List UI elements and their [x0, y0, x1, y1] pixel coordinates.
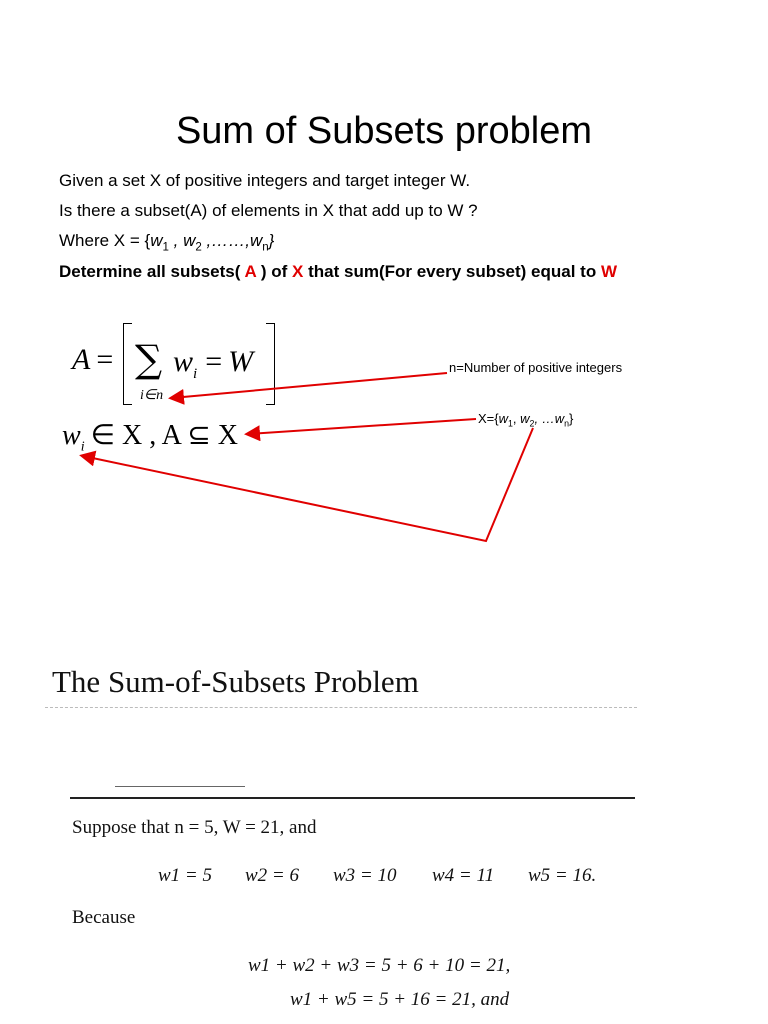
formula-w: W — [228, 345, 254, 378]
term-w: w — [173, 345, 194, 378]
member-rel: ∈ X , A ⊆ X — [90, 420, 239, 451]
line3-prefix: Where X = { — [59, 231, 151, 250]
sigma-symbol: ∑ — [135, 337, 163, 381]
weight-4: w4 = 11 — [432, 865, 495, 886]
line3-suffix: } — [268, 231, 275, 250]
line4-w: W — [600, 262, 617, 281]
scanned-suppose: Suppose that n = 5, W = 21, and — [72, 817, 317, 838]
scanned-dashed-rule — [45, 707, 637, 708]
line3-dots: ,……, — [201, 231, 250, 250]
problem-line-1: Given a set X of positive integers and target integer W. — [59, 171, 471, 190]
weight-5: w5 = 16. — [528, 865, 597, 886]
scanned-because: Because — [72, 907, 136, 928]
wn-var: w — [249, 231, 263, 250]
w1-var: w — [150, 231, 163, 250]
arrow-n-note — [172, 373, 447, 398]
w1-sub: 1 — [162, 241, 169, 254]
line3-sep: , — [168, 231, 184, 250]
w2-var: w — [183, 231, 196, 250]
xnote-prefix: X={ — [478, 411, 499, 426]
formula-eq: = — [96, 343, 114, 376]
sum-index: i∈n — [140, 388, 164, 403]
weight-1: w1 = 5 — [158, 865, 212, 886]
scanned-rule-short — [115, 786, 245, 787]
weight-3: w3 = 10 — [333, 865, 397, 886]
scanned-equation-2: w1 + w5 = 5 + 16 = 21, and — [290, 989, 510, 1010]
xnote-w1: w — [498, 411, 508, 426]
line4-x: X — [292, 262, 304, 281]
xnote-sep: , — [512, 411, 521, 426]
xnote-suffix: } — [569, 411, 574, 426]
weight-2: w2 = 6 — [245, 865, 299, 886]
wn-sub: n — [262, 241, 269, 254]
line4-part2: ) of — [256, 262, 293, 281]
arrow-w-note — [80, 428, 533, 541]
w2-sub: 2 — [195, 241, 202, 254]
xnote-w2: w — [520, 411, 530, 426]
arrow-x-note — [248, 419, 476, 434]
slide-title: Sum of Subsets problem — [175, 110, 593, 152]
scanned-equation-1: w1 + w2 + w3 = 5 + 6 + 10 = 21, — [248, 955, 511, 976]
xnote-dots: , … — [534, 411, 555, 426]
xnote-sub2: 2 — [529, 418, 535, 429]
line4-a: A — [244, 262, 257, 281]
term-sub: i — [193, 366, 198, 382]
formula-a: A — [72, 343, 91, 376]
scanned-heading: The Sum-of-Subsets Problem — [52, 664, 419, 699]
xnote-wn: w — [554, 411, 565, 426]
member-w: w — [62, 420, 81, 451]
formula-eq2: = — [205, 345, 223, 378]
n-note: n=Number of positive integers — [449, 360, 623, 375]
member-sub: i — [80, 439, 85, 455]
scanned-rule-long — [70, 797, 635, 799]
problem-line-2: Is there a subset(A) of elements in X that add up to W ? — [59, 201, 478, 220]
xnote-subn: n — [564, 418, 570, 429]
line4-part3: that sum(For every subset) equal to — [303, 262, 601, 281]
line4-part1: Determine all subsets( — [59, 262, 245, 281]
xnote-sub1: 1 — [508, 418, 513, 429]
